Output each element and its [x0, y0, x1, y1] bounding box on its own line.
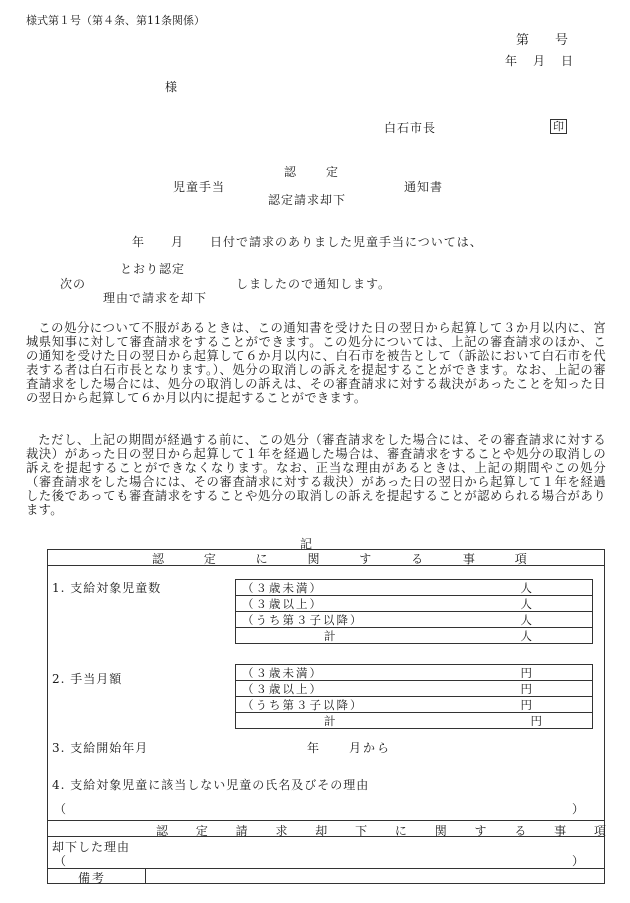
- item4-open-paren: （: [54, 802, 67, 816]
- intro-line1: 年 月 日付で請求のありました児童手当については、: [132, 235, 483, 249]
- table-row: （３歳以上） 円: [236, 681, 592, 697]
- item4-label: 4. 支給対象児童に該当しない児童の氏名及びその理由: [52, 778, 370, 792]
- section1-divider: [47, 565, 604, 566]
- section2-title: 認 定 請 求 却 下 に 関 す る 事 項: [156, 824, 618, 838]
- form-number: 様式第１号（第４条、第11条関係）: [26, 14, 205, 27]
- table-row: （うち第３子以降） 円: [236, 697, 592, 713]
- table-row: （３歳未満） 人: [236, 580, 592, 596]
- intro-option-bottom: 理由で請求を却下: [103, 291, 208, 305]
- remarks-label: 備考: [78, 871, 107, 885]
- table-row: （３歳未満） 円: [236, 665, 592, 681]
- intro-option-top: とおり認定: [120, 262, 186, 276]
- section2-top-divider: [47, 820, 604, 821]
- table-row: 計 人: [324, 629, 532, 643]
- remarks-column-divider: [145, 868, 146, 883]
- issuer-name: 白石市長: [384, 121, 437, 135]
- title-subject: 児童手当: [173, 180, 226, 194]
- item1-label: 1. 支給対象児童数: [52, 581, 162, 595]
- rejection-open-paren: （: [54, 854, 67, 868]
- monthly-amount-table: [235, 664, 593, 729]
- appeal-paragraph-1: この処分について不服があるときは、この通知書を受けた日の翌日から起算して３か月以内に、宮城県知事に対して審査請求をすることができます。この処分については、上記の審査請求のほか、この通知を受けた日の翌日から起算して６か月以内に、白石市を被告として（訴訟において白石市を代表する者は白石市長となります。）、処分の取消しの訴えを提起することができます。なお、上記の審査請求をした場合には、処分の取消しの訴えは、その審査請求に対する裁決があったことを知った日の翌日から起算して６か月以内に提起することができます。: [26, 321, 606, 405]
- section2-divider: [47, 836, 604, 837]
- intro-prefix: 次の: [60, 277, 87, 291]
- remarks-divider: [47, 868, 604, 869]
- title-option-top: 認 定: [284, 165, 341, 179]
- issue-date: 年 月 日: [505, 54, 576, 68]
- title-option-bottom: 認定請求却下: [268, 193, 347, 207]
- item3-value: 年 月から: [307, 741, 392, 755]
- item4-close-paren: ）: [572, 802, 585, 816]
- addressee-suffix: 様: [165, 80, 178, 94]
- ki-label: 記: [300, 537, 313, 551]
- intro-suffix: しましたので通知します。: [236, 277, 392, 291]
- item2-label: 2. 手当月額: [52, 672, 123, 686]
- document-number: 第 号: [516, 33, 569, 48]
- table-row: 計 円: [324, 714, 542, 728]
- title-suffix: 通知書: [404, 180, 444, 194]
- appeal-paragraph-2: ただし、上記の期間が経過する前に、この処分（審査請求をした場合には、その審査請求に対する裁決）があった日の翌日から起算して１年を経過した場合は、審査請求をすることや処分の取消しの訴えを提起することができなくなります。なお、正当な理由があるときは、上記の期間やこの処分（審査請求をした場合には、その審査請求に対する裁決）があった日の翌日から起算して１年を経過した後であっても審査請求をすることや処分の取消しの訴えを提起することが認められる場合があります。: [26, 433, 606, 517]
- rejection-close-paren: ）: [572, 854, 585, 868]
- rejection-label: 却下した理由: [52, 840, 131, 854]
- table-row: （３歳以上） 人: [236, 596, 592, 612]
- section1-title: 認 定 に 関 す る 事 項: [152, 552, 545, 566]
- table-row: （うち第３子以降） 人: [236, 612, 592, 628]
- child-count-table: [235, 579, 593, 644]
- item3-label: 3. 支給開始年月: [52, 741, 149, 755]
- seal-mark: 印: [550, 119, 567, 134]
